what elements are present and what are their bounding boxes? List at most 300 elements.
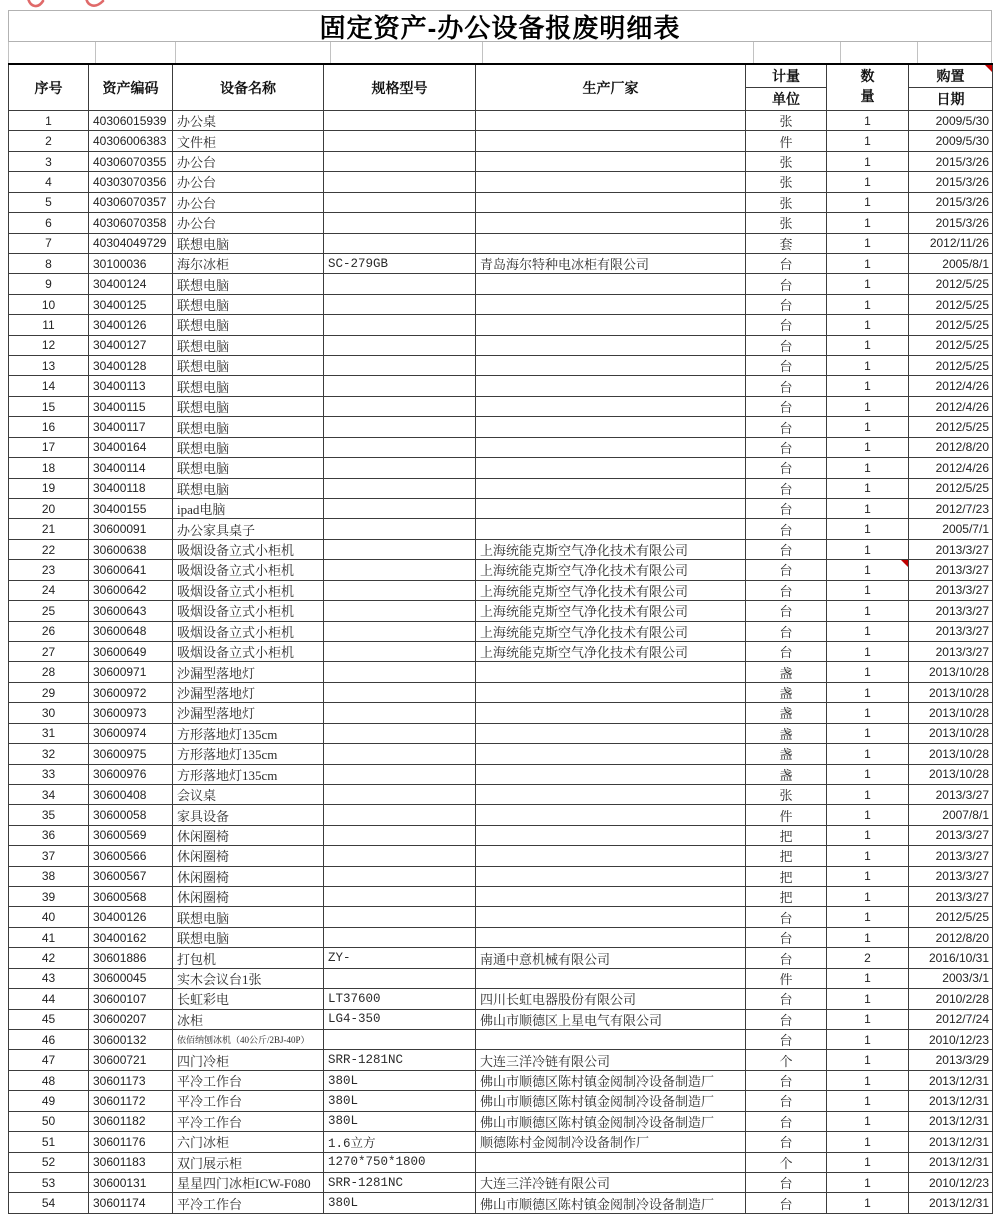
cell-date: 2013/12/31 [909,1070,993,1090]
cell-spec [324,703,476,723]
cell-qty: 1 [827,172,909,192]
cell-name: 沙漏型落地灯 [173,662,324,682]
cell-qty: 1 [827,764,909,784]
cell-name: 实木会议台1张 [173,968,324,988]
cell-spec: LG4-350 [324,1009,476,1029]
table-row [9,131,993,151]
cell-qty: 1 [827,784,909,804]
cell-mfr [476,315,746,335]
cell-spec [324,846,476,866]
cell-name: 吸烟设备立式小柜机 [173,621,324,641]
cell-serial: 39 [9,887,89,907]
cell-mfr [476,1029,746,1049]
table-row [9,192,993,212]
cell-unit: 个 [746,1152,827,1172]
cell-qty: 1 [827,458,909,478]
cell-qty: 1 [827,1193,909,1213]
cell-mfr [476,437,746,457]
cell-qty: 1 [827,274,909,294]
cell-spec [324,784,476,804]
cell-qty: 1 [827,1111,909,1131]
cell-unit: 盏 [746,744,827,764]
cell-serial: 49 [9,1091,89,1111]
cell-serial: 2 [9,131,89,151]
cell-unit: 台 [746,315,827,335]
table-row [9,478,993,498]
cell-unit: 台 [746,907,827,927]
cell-spec [324,866,476,886]
cell-serial: 42 [9,948,89,968]
cell-date: 2005/7/1 [909,519,993,539]
cell-unit: 把 [746,846,827,866]
table-row [9,1111,993,1131]
cell-serial: 10 [9,294,89,314]
cell-code: 30400114 [89,458,173,478]
table-row [9,764,993,784]
cell-unit: 台 [746,417,827,437]
cell-serial: 13 [9,356,89,376]
cell-mfr: 上海统能克斯空气净化技术有限公司 [476,560,746,580]
cell-unit: 张 [746,213,827,233]
header-quantity [827,64,909,111]
cell-code: 30600976 [89,764,173,784]
table-row [9,601,993,621]
cell-spec [324,151,476,171]
cell-date: 2013/10/28 [909,703,993,723]
cell-mfr: 青岛海尔特种电冰柜有限公司 [476,253,746,273]
cell-date: 2012/7/24 [909,1009,993,1029]
table-row [9,1009,993,1029]
cell-spec: SRR-1281NC [324,1050,476,1070]
table-row [9,396,993,416]
cell-serial: 29 [9,682,89,702]
cell-name: 联想电脑 [173,417,324,437]
cell-date: 2013/10/28 [909,723,993,743]
cell-name: 平冷工作台 [173,1111,324,1131]
table-row [9,1132,993,1152]
cell-serial: 7 [9,233,89,253]
cell-serial: 35 [9,805,89,825]
cell-code: 30400118 [89,478,173,498]
cell-name: 办公台 [173,151,324,171]
cell-code: 30400126 [89,907,173,927]
table-row [9,1050,993,1070]
table-row [9,560,993,580]
cell-unit: 台 [746,335,827,355]
cell-serial: 17 [9,437,89,457]
cell-mfr: 佛山市顺德区陈村镇金阅制冷设备制造厂 [476,1070,746,1090]
cell-mfr [476,213,746,233]
cell-unit: 把 [746,825,827,845]
cell-name: 吸烟设备立式小柜机 [173,539,324,559]
cell-serial: 26 [9,621,89,641]
cell-mfr: 上海统能克斯空气净化技术有限公司 [476,601,746,621]
cell-mfr [476,356,746,376]
cell-date: 2013/3/27 [909,887,993,907]
cell-code: 30600107 [89,989,173,1009]
header-asset-code: 资产编码 [89,64,173,111]
cell-spec [324,580,476,600]
table-row [9,641,993,661]
cell-code: 30100036 [89,253,173,273]
cell-date: 2013/3/27 [909,846,993,866]
cell-qty: 1 [827,744,909,764]
cell-name: 冰柜 [173,1009,324,1029]
cell-date: 2013/12/31 [909,1152,993,1172]
cell-spec [324,805,476,825]
cell-spec [324,825,476,845]
cell-mfr [476,376,746,396]
cell-serial: 31 [9,723,89,743]
cell-unit: 张 [746,192,827,212]
cell-qty: 1 [827,233,909,253]
cell-code: 30601183 [89,1152,173,1172]
table-row [9,703,993,723]
cell-serial: 24 [9,580,89,600]
cell-serial: 44 [9,989,89,1009]
cell-name: 联想电脑 [173,376,324,396]
cell-qty: 1 [827,417,909,437]
cell-spec [324,396,476,416]
cell-serial: 4 [9,172,89,192]
cell-spec [324,1029,476,1049]
cell-unit: 把 [746,887,827,907]
cell-name: 办公台 [173,192,324,212]
cell-spec [324,887,476,907]
cell-serial: 45 [9,1009,89,1029]
table-row [9,784,993,804]
cell-qty: 1 [827,396,909,416]
cell-unit: 台 [746,356,827,376]
cell-code: 30600642 [89,580,173,600]
header-unit-top: 计量 [746,64,827,88]
cell-serial: 40 [9,907,89,927]
cell-date: 2012/5/25 [909,478,993,498]
cell-qty: 1 [827,478,909,498]
cell-name: 联想电脑 [173,274,324,294]
cell-unit: 把 [746,866,827,886]
table-row [9,825,993,845]
table-row [9,151,993,171]
cell-serial: 43 [9,968,89,988]
cell-unit: 盏 [746,682,827,702]
cell-qty: 1 [827,1009,909,1029]
cell-date: 2012/11/26 [909,233,993,253]
cell-date: 2013/3/29 [909,1050,993,1070]
cell-spec [324,131,476,151]
cell-unit: 台 [746,519,827,539]
cell-date: 2013/3/27 [909,784,993,804]
worksheet [8,10,992,1214]
cell-serial: 34 [9,784,89,804]
cell-code: 30601174 [89,1193,173,1213]
cell-date: 2012/5/25 [909,417,993,437]
cell-qty: 1 [827,846,909,866]
cell-spec [324,621,476,641]
spacer-row [8,42,992,63]
table-row [9,315,993,335]
table-row [9,887,993,907]
table-row [9,539,993,559]
cell-unit: 套 [746,233,827,253]
cell-name: 休闲圈椅 [173,866,324,886]
assets-table [8,63,993,1214]
cell-spec [324,274,476,294]
cell-serial: 9 [9,274,89,294]
cell-unit: 件 [746,968,827,988]
table-row [9,989,993,1009]
cell-serial: 12 [9,335,89,355]
cell-serial: 20 [9,499,89,519]
cell-code: 30400117 [89,417,173,437]
cell-name: 联想电脑 [173,294,324,314]
cell-name: 办公台 [173,213,324,233]
cell-name: 平冷工作台 [173,1193,324,1213]
table-row [9,968,993,988]
cell-mfr [476,744,746,764]
cell-qty: 1 [827,1091,909,1111]
table-row [9,1172,993,1192]
cell-spec: 1.6立方 [324,1132,476,1152]
cell-serial: 16 [9,417,89,437]
cell-serial: 14 [9,376,89,396]
cell-qty: 1 [827,499,909,519]
cell-spec [324,662,476,682]
cell-unit: 张 [746,151,827,171]
cell-spec [324,172,476,192]
cell-mfr: 大连三洋冷链有限公司 [476,1172,746,1192]
cell-name: 联想电脑 [173,907,324,927]
cell-mfr [476,866,746,886]
cell-mfr [476,335,746,355]
cell-spec [324,641,476,661]
cell-name: 打包机 [173,948,324,968]
cell-name: 星星四门冰柜ICW-F080 [173,1172,324,1192]
cell-date: 2013/10/28 [909,662,993,682]
cell-unit: 盏 [746,703,827,723]
table-row [9,866,993,886]
table-row [9,274,993,294]
cell-serial: 15 [9,396,89,416]
cell-name: 吸烟设备立式小柜机 [173,641,324,661]
cell-spec [324,213,476,233]
cell-serial: 19 [9,478,89,498]
cell-spec [324,192,476,212]
cell-date: 2012/5/25 [909,335,993,355]
cell-name: 吸烟设备立式小柜机 [173,601,324,621]
cell-name: 长虹彩电 [173,989,324,1009]
cell-qty: 1 [827,1152,909,1172]
cell-spec: ZY- [324,948,476,968]
cell-mfr: 大连三洋冷链有限公司 [476,1050,746,1070]
cell-serial: 22 [9,539,89,559]
cell-qty: 1 [827,253,909,273]
cell-date: 2010/12/23 [909,1029,993,1049]
cell-serial: 11 [9,315,89,335]
cell-spec [324,458,476,478]
table-row [9,1029,993,1049]
cell-qty: 1 [827,539,909,559]
cell-name: 方形落地灯135cm [173,723,324,743]
cell-name: 方形落地灯135cm [173,744,324,764]
cell-spec [324,233,476,253]
cell-unit: 台 [746,458,827,478]
cell-code: 30600974 [89,723,173,743]
cell-date: 2016/10/31 [909,948,993,968]
table-row [9,458,993,478]
cell-date: 2012/4/26 [909,458,993,478]
cell-code: 30600091 [89,519,173,539]
table-row [9,907,993,927]
cell-spec [324,682,476,702]
cell-name: 双门展示柜 [173,1152,324,1172]
cell-spec: 380L [324,1091,476,1111]
cell-unit: 件 [746,805,827,825]
header-purchase-date-top: 购置 [909,64,993,88]
cell-mfr [476,662,746,682]
cell-name: 联想电脑 [173,927,324,947]
cell-qty: 1 [827,825,909,845]
table-row [9,1152,993,1172]
cell-spec: 380L [324,1111,476,1131]
cell-unit: 盏 [746,723,827,743]
cell-mfr [476,192,746,212]
cell-code: 30400125 [89,294,173,314]
cell-serial: 51 [9,1132,89,1152]
cell-spec [324,744,476,764]
table-row [9,253,993,273]
cell-code: 30600207 [89,1009,173,1029]
cell-serial: 3 [9,151,89,171]
cell-name: 联想电脑 [173,335,324,355]
cell-spec [324,764,476,784]
cell-mfr [476,499,746,519]
cell-date: 2012/8/20 [909,437,993,457]
table-row [9,172,993,192]
cell-serial: 21 [9,519,89,539]
table-row [9,376,993,396]
table-row [9,499,993,519]
cell-name: ipad电脑 [173,499,324,519]
table-row [9,417,993,437]
cell-unit: 台 [746,989,827,1009]
cell-code: 30601886 [89,948,173,968]
cell-code: 30400128 [89,356,173,376]
cell-date: 2012/7/23 [909,499,993,519]
table-row [9,948,993,968]
cell-unit: 台 [746,499,827,519]
page-title: 固定资产-办公设备报废明细表 [8,10,992,42]
cell-code: 30600975 [89,744,173,764]
cell-date: 2012/4/26 [909,376,993,396]
cell-spec [324,478,476,498]
cell-spec [324,539,476,559]
cell-mfr [476,172,746,192]
cell-unit: 台 [746,253,827,273]
cell-name: 休闲圈椅 [173,846,324,866]
cell-unit: 台 [746,294,827,314]
cell-name: 吸烟设备立式小柜机 [173,560,324,580]
cell-unit: 台 [746,376,827,396]
cell-date: 2013/3/27 [909,866,993,886]
cell-serial: 1 [9,111,89,131]
cell-spec [324,927,476,947]
cell-mfr [476,396,746,416]
cell-name: 平冷工作台 [173,1091,324,1111]
cell-spec: 380L [324,1070,476,1090]
cell-spec [324,376,476,396]
cell-name: 沙漏型落地灯 [173,682,324,702]
cell-date: 2012/5/25 [909,294,993,314]
cell-date: 2007/8/1 [909,805,993,825]
cell-code: 30600648 [89,621,173,641]
cell-serial: 30 [9,703,89,723]
cell-code: 30601173 [89,1070,173,1090]
cell-code: 40306070355 [89,151,173,171]
cell-date: 2012/5/25 [909,907,993,927]
cell-unit: 盏 [746,662,827,682]
cell-qty: 1 [827,682,909,702]
table-row [9,356,993,376]
cell-date: 2009/5/30 [909,131,993,151]
cell-qty: 1 [827,437,909,457]
cell-name: 联想电脑 [173,396,324,416]
cell-unit: 台 [746,1091,827,1111]
table-row [9,437,993,457]
cell-mfr [476,682,746,702]
header-purchase-date-bottom: 日期 [909,88,993,111]
cell-spec: 380L [324,1193,476,1213]
cell-unit: 台 [746,948,827,968]
cell-qty: 1 [827,1172,909,1192]
cell-spec [324,723,476,743]
cell-mfr: 佛山市顺德区陈村镇金阅制冷设备制造厂 [476,1091,746,1111]
table-body [9,111,993,1214]
cell-unit: 台 [746,1111,827,1131]
cell-name: 平冷工作台 [173,1070,324,1090]
cell-date: 2013/3/27 [909,621,993,641]
cell-code: 30601172 [89,1091,173,1111]
cell-mfr [476,825,746,845]
table-row [9,213,993,233]
cell-code: 30600566 [89,846,173,866]
cell-mfr: 上海统能克斯空气净化技术有限公司 [476,580,746,600]
table-row [9,1091,993,1111]
cell-spec [324,560,476,580]
cell-code: 30400164 [89,437,173,457]
cell-qty: 1 [827,1029,909,1049]
cell-serial: 33 [9,764,89,784]
cell-code: 40304049729 [89,233,173,253]
table-row [9,682,993,702]
cell-code: 40306070358 [89,213,173,233]
cell-serial: 27 [9,641,89,661]
cell-qty: 1 [827,723,909,743]
cell-mfr [476,805,746,825]
cell-date: 2012/8/20 [909,927,993,947]
cell-spec: SRR-1281NC [324,1172,476,1192]
cell-code: 30601182 [89,1111,173,1131]
cell-unit: 台 [746,1193,827,1213]
cell-spec [324,968,476,988]
cell-date: 2013/12/31 [909,1193,993,1213]
cell-code: 30600641 [89,560,173,580]
cell-name: 文件柜 [173,131,324,151]
cell-code: 30400126 [89,315,173,335]
cell-serial: 32 [9,744,89,764]
cell-qty: 1 [827,1070,909,1090]
cell-name: 家具设备 [173,805,324,825]
